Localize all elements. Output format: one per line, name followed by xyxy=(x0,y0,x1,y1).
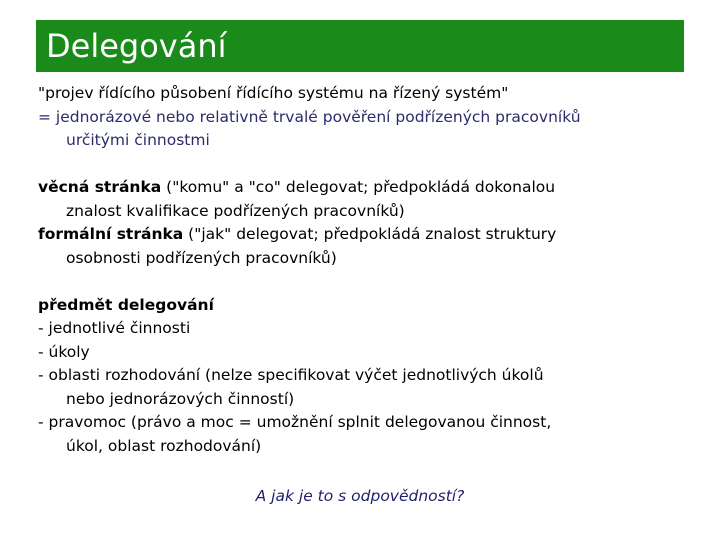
subject-heading xyxy=(38,294,684,318)
list-item: - jednotlivé činnosti xyxy=(38,319,191,337)
aspect-material xyxy=(38,176,684,200)
page-title: Delegování xyxy=(46,27,227,65)
list-item-continued: úkol, oblast rozhodování) xyxy=(66,436,262,455)
aspect-text: ("komu" a "co" delegovat; předpokládá dokonalou xyxy=(161,178,556,196)
list-item: - oblasti rozhodování (nelze specifikovat výčet jednotlivých úkolů xyxy=(38,366,544,384)
list-item: - pravomoc (právo a moc = umožnění splnit delegovanou činnost, xyxy=(38,413,552,431)
list-item: - úkoly xyxy=(38,342,90,361)
aspect-material-continued: znalost kvalifikace podřízených pracovníků) xyxy=(66,201,405,220)
definition-quote: "projev řídícího působení řídícího systému na řízený systém" xyxy=(38,84,509,102)
spacer xyxy=(38,270,684,294)
subject-heading-text: předmět delegování xyxy=(38,295,214,314)
aspect-term: věcná stránka xyxy=(38,178,162,196)
definition-line-1: = jednorázové nebo relativně trvalé pověření podřízených pracovníků xyxy=(38,107,581,126)
list-item-continued: nebo jednorázových činností) xyxy=(66,389,295,408)
title-bar xyxy=(36,20,684,72)
closing-question: A jak je to s odpovědností? xyxy=(255,487,465,505)
aspect-text: ("jak" delegovat; předpokládá znalost struktury xyxy=(183,225,557,243)
spacer xyxy=(38,153,684,177)
definition-line-2: určitými činnostmi xyxy=(66,131,210,149)
aspect-formal-continued: osobnosti podřízených pracovníků) xyxy=(66,248,337,267)
aspect-formal xyxy=(38,223,684,247)
aspect-term: formální stránka xyxy=(38,225,184,243)
slide-content xyxy=(38,82,684,458)
